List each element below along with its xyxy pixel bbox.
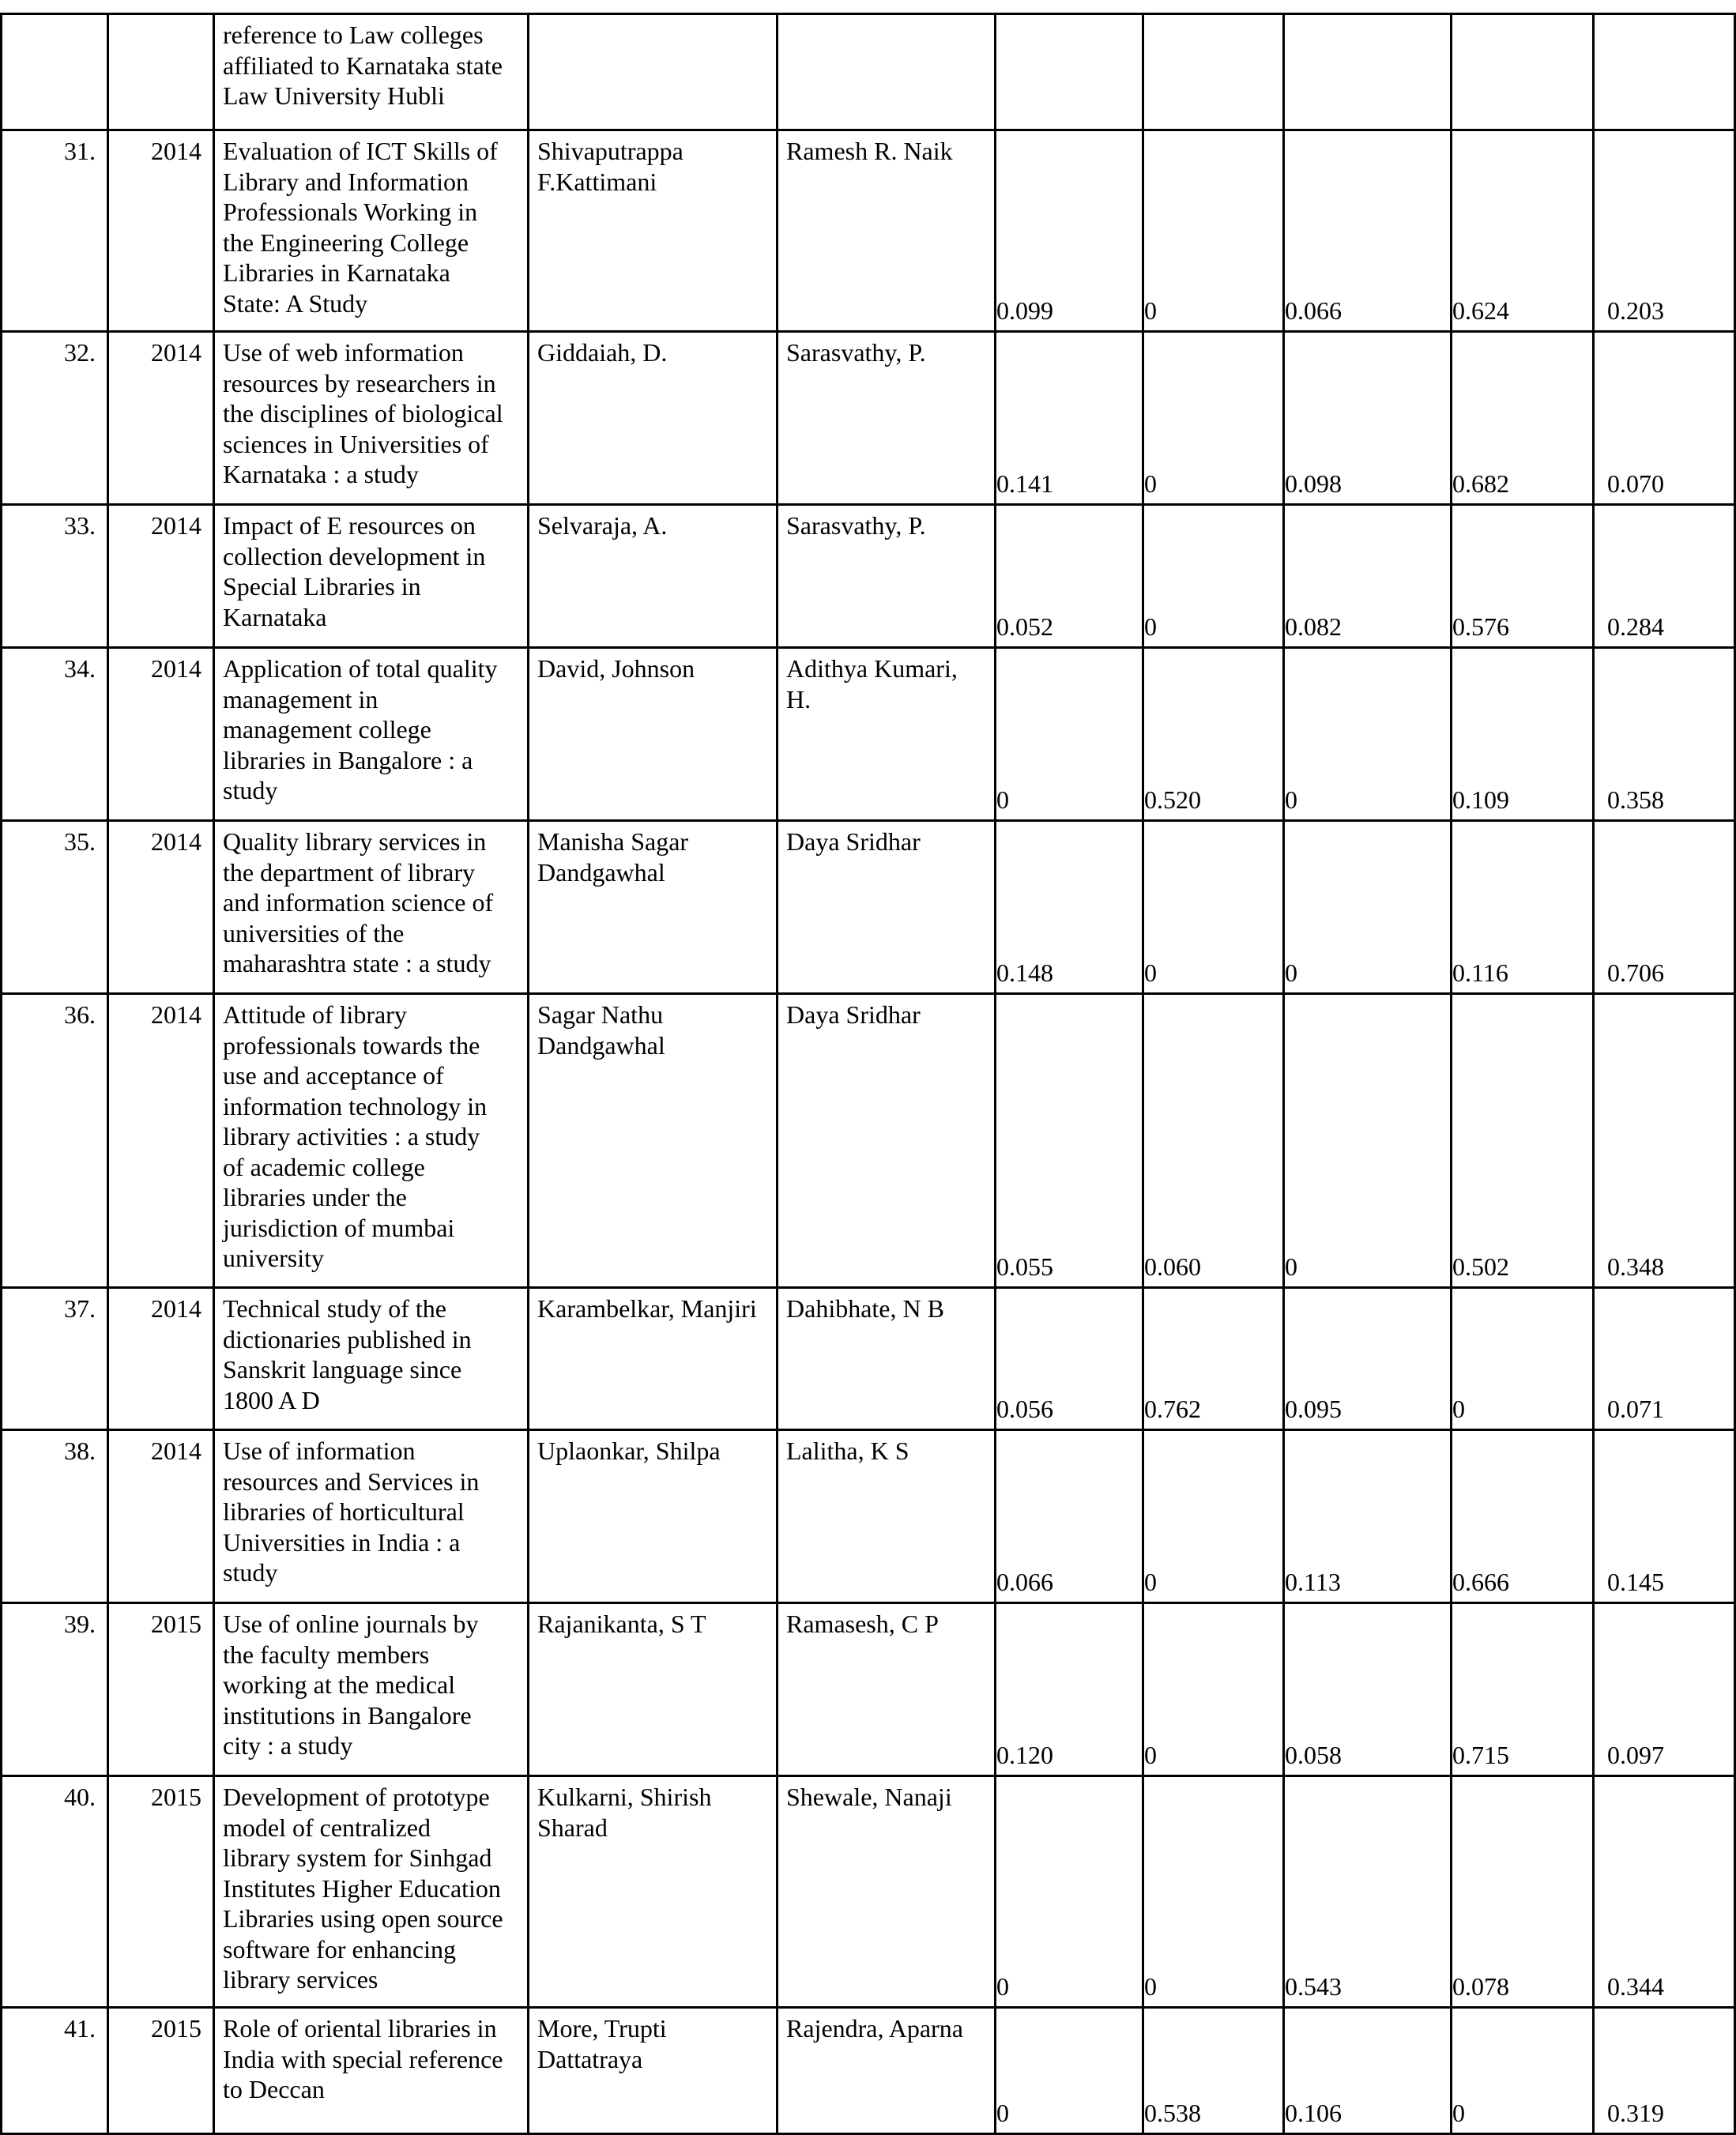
- value-cell-5: 0.071: [1594, 1288, 1735, 1430]
- table-row: [2, 1288, 1735, 1430]
- value-cell-2: 0: [1143, 332, 1284, 505]
- researcher-cell: [529, 1603, 778, 1776]
- value-cell-3: 0: [1284, 994, 1452, 1288]
- researcher-cell-text: Sagar Nathu Dandgawhal: [537, 1000, 665, 1060]
- value-cell-2: 0: [1143, 130, 1284, 332]
- serial-number-cell: 41.: [2, 2008, 108, 2134]
- table-row: [2, 1603, 1735, 1776]
- researcher-cell: [529, 1288, 778, 1430]
- value-cell-1: 0.056: [996, 1288, 1143, 1430]
- year-cell: 2014: [108, 821, 214, 994]
- value-cell-5: 0.706: [1594, 821, 1735, 994]
- value-cell-4: 0.576: [1452, 505, 1594, 648]
- value-cell-1: 0.066: [996, 1430, 1143, 1603]
- year-cell: 2014: [108, 130, 214, 332]
- thesis-title-cell: [214, 821, 529, 994]
- researcher-cell-text: David, Johnson: [537, 654, 695, 683]
- value-cell-4: [1452, 14, 1594, 130]
- value-cell-2: 0.762: [1143, 1288, 1284, 1430]
- serial-number-cell: 35.: [2, 821, 108, 994]
- guide-cell: [778, 821, 996, 994]
- thesis-title-cell: [214, 505, 529, 648]
- thesis-title-cell: [214, 1776, 529, 2008]
- guide-cell-text: Rajendra, Aparna: [786, 2014, 963, 2043]
- value-cell-5: 0.344: [1594, 1776, 1735, 2008]
- guide-cell: [778, 648, 996, 821]
- year-cell: [108, 14, 214, 130]
- table-row: [2, 1776, 1735, 2008]
- value-cell-2: 0.520: [1143, 648, 1284, 821]
- value-cell-2: 0.060: [1143, 994, 1284, 1288]
- value-cell-4: 0.502: [1452, 994, 1594, 1288]
- thesis-title-cell: [214, 648, 529, 821]
- serial-number-cell: 36.: [2, 994, 108, 1288]
- thesis-title-cell-text: Use of online journals by the faculty members working at the medical institutions in Bangalore city : a study: [223, 1610, 479, 1760]
- value-cell-5: 0.319: [1594, 2008, 1735, 2134]
- year-cell: 2014: [108, 1430, 214, 1603]
- guide-cell-text: Lalitha, K S: [786, 1437, 909, 1465]
- guide-cell: [778, 994, 996, 1288]
- guide-cell-text: Daya Sridhar: [786, 1000, 921, 1029]
- table-row: [2, 2008, 1735, 2134]
- value-cell-5: 0.145: [1594, 1430, 1735, 1603]
- value-cell-2: 0: [1143, 505, 1284, 648]
- thesis-title-cell-text: Application of total quality management in management college libraries in Bangalore : a study: [223, 654, 498, 804]
- researcher-cell: [529, 821, 778, 994]
- guide-cell: [778, 2008, 996, 2134]
- value-cell-1: 0.055: [996, 994, 1143, 1288]
- year-cell: 2014: [108, 332, 214, 505]
- table-row: [2, 821, 1735, 994]
- serial-number-cell: 38.: [2, 1430, 108, 1603]
- researcher-cell-text: Kulkarni, Shirish Sharad: [537, 1783, 712, 1842]
- thesis-title-cell: [214, 1430, 529, 1603]
- year-cell: 2015: [108, 1603, 214, 1776]
- researcher-cell-text: Uplaonkar, Shilpa: [537, 1437, 721, 1465]
- guide-cell-text: Adithya Kumari, H.: [786, 654, 958, 714]
- guide-cell-text: Ramasesh, C P: [786, 1610, 939, 1638]
- table-row: [2, 14, 1735, 130]
- researcher-cell: [529, 14, 778, 130]
- thesis-title-cell: [214, 130, 529, 332]
- guide-cell-text: Sarasvathy, P.: [786, 338, 926, 367]
- thesis-title-cell: [214, 994, 529, 1288]
- researcher-cell-text: Shivaputrappa F.Kattimani: [537, 137, 683, 196]
- value-cell-5: 0.284: [1594, 505, 1735, 648]
- researcher-cell-text: Rajanikanta, S T: [537, 1610, 706, 1638]
- guide-cell-text: Daya Sridhar: [786, 827, 921, 856]
- researcher-cell: [529, 2008, 778, 2134]
- year-cell: 2014: [108, 648, 214, 821]
- guide-cell: [778, 1288, 996, 1430]
- guide-cell-text: Shewale, Nanaji: [786, 1783, 952, 1811]
- value-cell-5: [1594, 14, 1735, 130]
- value-cell-4: 0.682: [1452, 332, 1594, 505]
- thesis-title-cell-text: Use of information resources and Services in libraries of horticultural Universities in India : a study: [223, 1437, 480, 1587]
- value-cell-1: 0.099: [996, 130, 1143, 332]
- table-body: [2, 14, 1735, 2134]
- value-cell-3: 0.098: [1284, 332, 1452, 505]
- table-row: [2, 994, 1735, 1288]
- value-cell-4: 0: [1452, 2008, 1594, 2134]
- value-cell-5: 0.358: [1594, 648, 1735, 821]
- thesis-title-cell-text: Attitude of library professionals towards the use and acceptance of information technology in library activities : a study of academic college libraries under the jurisdiction of mumbai university: [223, 1000, 488, 1272]
- value-cell-5: 0.097: [1594, 1603, 1735, 1776]
- value-cell-3: 0.095: [1284, 1288, 1452, 1430]
- serial-number-cell: [2, 14, 108, 130]
- serial-number-cell: 31.: [2, 130, 108, 332]
- researcher-cell-text: Karambelkar, Manjiri: [537, 1294, 757, 1323]
- thesis-title-cell: [214, 332, 529, 505]
- value-cell-1: 0.052: [996, 505, 1143, 648]
- researcher-cell-text: Selvaraja, A.: [537, 511, 668, 540]
- year-cell: 2015: [108, 1776, 214, 2008]
- value-cell-1: 0.120: [996, 1603, 1143, 1776]
- guide-cell: [778, 505, 996, 648]
- table-row: [2, 648, 1735, 821]
- value-cell-3: [1284, 14, 1452, 130]
- researcher-cell: [529, 648, 778, 821]
- serial-number-cell: 40.: [2, 1776, 108, 2008]
- researcher-cell: [529, 994, 778, 1288]
- researcher-cell-text: More, Trupti Dattatraya: [537, 2014, 667, 2073]
- serial-number-cell: 39.: [2, 1603, 108, 1776]
- value-cell-1: 0: [996, 2008, 1143, 2134]
- thesis-title-cell-text: Use of web information resources by researchers in the disciplines of biological sciences in Universities of Karnataka : a study: [223, 338, 503, 488]
- researcher-cell: [529, 505, 778, 648]
- value-cell-3: 0.543: [1284, 1776, 1452, 2008]
- year-cell: 2014: [108, 1288, 214, 1430]
- serial-number-cell: 33.: [2, 505, 108, 648]
- value-cell-1: 0.148: [996, 821, 1143, 994]
- value-cell-1: 0: [996, 1776, 1143, 2008]
- researcher-cell: [529, 1430, 778, 1603]
- researcher-cell: [529, 1776, 778, 2008]
- table-row: [2, 1430, 1735, 1603]
- thesis-title-cell-text: Development of prototype model of centralized library system for Sinhgad Institutes Higher Education Libraries using open source software for enhancing library services: [223, 1783, 503, 1994]
- guide-cell: [778, 14, 996, 130]
- guide-cell: [778, 332, 996, 505]
- thesis-title-cell-text: Evaluation of ICT Skills of Library and Information Professionals Working in the Engineering College Libraries in Karnataka State: A Study: [223, 137, 498, 318]
- thesis-title-cell: [214, 14, 529, 130]
- value-cell-4: 0.116: [1452, 821, 1594, 994]
- thesis-title-cell: [214, 2008, 529, 2134]
- value-cell-4: 0.715: [1452, 1603, 1594, 1776]
- serial-number-cell: 37.: [2, 1288, 108, 1430]
- table-row: [2, 332, 1735, 505]
- guide-cell-text: Dahibhate, N B: [786, 1294, 944, 1323]
- value-cell-4: 0.078: [1452, 1776, 1594, 2008]
- year-cell: 2014: [108, 994, 214, 1288]
- value-cell-1: 0.141: [996, 332, 1143, 505]
- year-cell: 2014: [108, 505, 214, 648]
- value-cell-1: [996, 14, 1143, 130]
- value-cell-3: 0.106: [1284, 2008, 1452, 2134]
- serial-number-cell: 32.: [2, 332, 108, 505]
- value-cell-2: 0: [1143, 1603, 1284, 1776]
- thesis-title-cell-text: Technical study of the dictionaries published in Sanskrit language since 1800 A D: [223, 1294, 472, 1414]
- guide-cell: [778, 130, 996, 332]
- value-cell-1: 0: [996, 648, 1143, 821]
- guide-cell: [778, 1603, 996, 1776]
- thesis-title-cell: [214, 1288, 529, 1430]
- value-cell-5: 0.203: [1594, 130, 1735, 332]
- value-cell-3: 0.082: [1284, 505, 1452, 648]
- value-cell-3: 0: [1284, 821, 1452, 994]
- researcher-cell-text: Giddaiah, D.: [537, 338, 668, 367]
- value-cell-4: 0: [1452, 1288, 1594, 1430]
- guide-cell: [778, 1430, 996, 1603]
- value-cell-4: 0.666: [1452, 1430, 1594, 1603]
- value-cell-2: [1143, 14, 1284, 130]
- table-row: [2, 130, 1735, 332]
- value-cell-5: 0.348: [1594, 994, 1735, 1288]
- researcher-cell: [529, 332, 778, 505]
- thesis-title-cell-text: reference to Law colleges affiliated to Karnataka state Law University Hubli: [223, 21, 503, 110]
- value-cell-2: 0: [1143, 821, 1284, 994]
- value-cell-2: 0: [1143, 1430, 1284, 1603]
- value-cell-3: 0: [1284, 648, 1452, 821]
- thesis-title-cell: [214, 1603, 529, 1776]
- thesis-title-cell-text: Quality library services in the department of library and information science of universities of the maharashtra state : a study: [223, 827, 494, 977]
- value-cell-3: 0.066: [1284, 130, 1452, 332]
- guide-cell: [778, 1776, 996, 2008]
- value-cell-2: 0: [1143, 1776, 1284, 2008]
- researcher-cell-text: Manisha Sagar Dandgawhal: [537, 827, 689, 887]
- value-cell-3: 0.113: [1284, 1430, 1452, 1603]
- value-cell-4: 0.624: [1452, 130, 1594, 332]
- guide-cell-text: Ramesh R. Naik: [786, 137, 953, 165]
- value-cell-3: 0.058: [1284, 1603, 1452, 1776]
- guide-cell-text: Sarasvathy, P.: [786, 511, 926, 540]
- thesis-title-cell-text: Role of oriental libraries in India with special reference to Deccan: [223, 2014, 503, 2103]
- thesis-title-cell-text: Impact of E resources on collection development in Special Libraries in Karnataka: [223, 511, 486, 631]
- value-cell-2: 0.538: [1143, 2008, 1284, 2134]
- thesis-table: [0, 13, 1736, 2135]
- table-row: [2, 505, 1735, 648]
- researcher-cell: [529, 130, 778, 332]
- value-cell-5: 0.070: [1594, 332, 1735, 505]
- year-cell: 2015: [108, 2008, 214, 2134]
- serial-number-cell: 34.: [2, 648, 108, 821]
- value-cell-4: 0.109: [1452, 648, 1594, 821]
